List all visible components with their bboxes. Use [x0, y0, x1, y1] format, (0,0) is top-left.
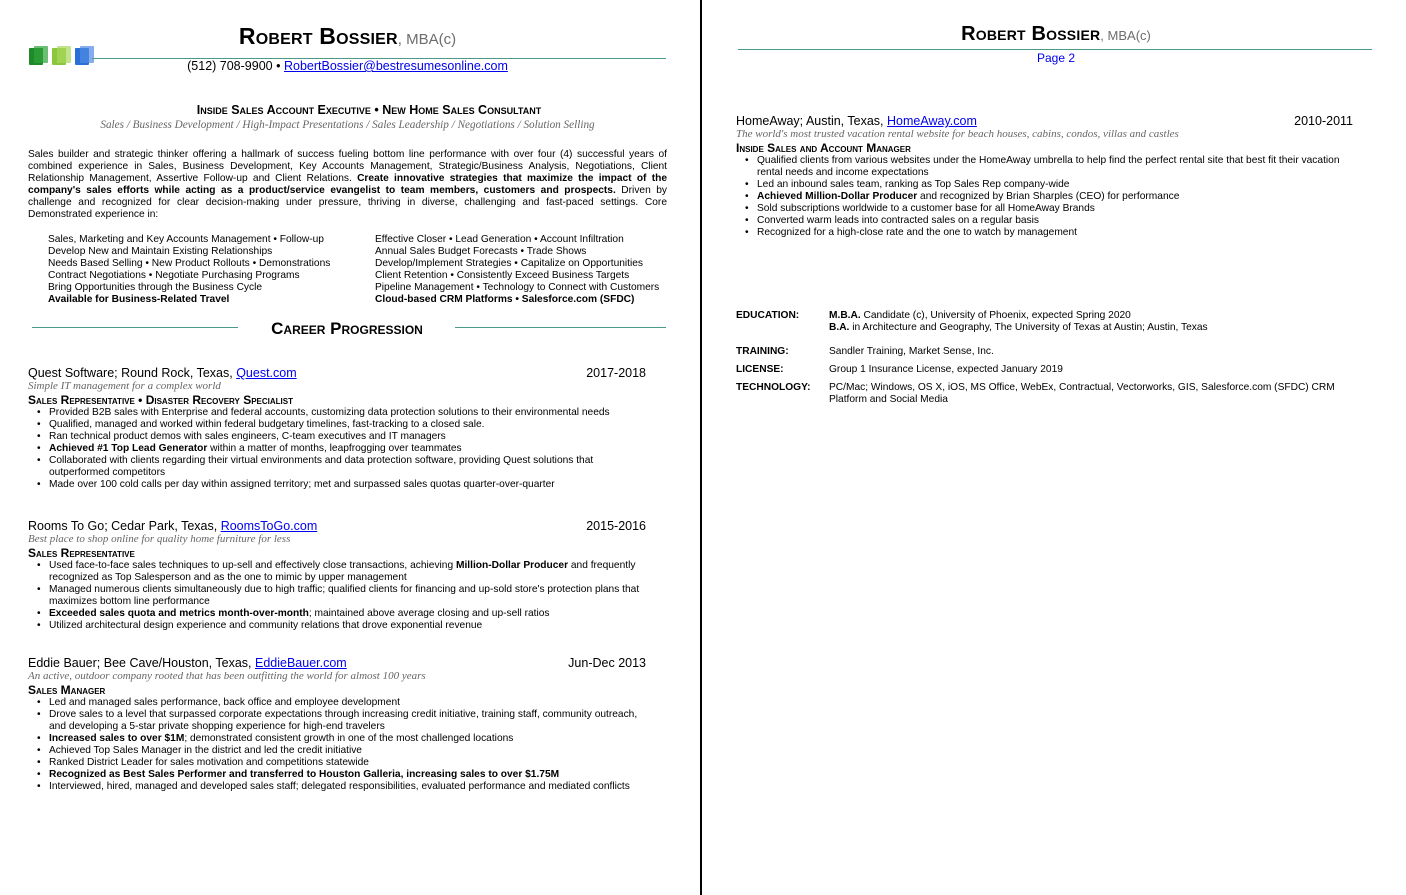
- degree-detail: Candidate (c), University of Phoenix, expected Spring 2020: [860, 310, 1131, 321]
- bullet-text: Used face-to-face sales techniques to up-sell and effectively close transactions, achieving: [49, 560, 456, 571]
- skills-right-column: [375, 234, 675, 306]
- job-rooms-to-go: [28, 519, 646, 632]
- bullet-text: Ranked District Leader for sales motivation and competitions statewide: [49, 757, 369, 768]
- job-homeaway: [736, 114, 1353, 239]
- company: [736, 114, 977, 128]
- bullet-bold: Increased sales to over $1M: [49, 733, 185, 744]
- bullet-item: [28, 584, 646, 608]
- section-rule-left: [32, 327, 238, 328]
- bullet-item: [28, 745, 646, 757]
- header-rule-page2: [738, 49, 1372, 50]
- job-title: Sales Representative: [28, 546, 135, 560]
- technology-label: TECHNOLOGY:: [736, 382, 811, 393]
- bullet-text: within a matter of months, leapfrogging over teammates: [207, 443, 462, 454]
- education-row: [736, 310, 1376, 346]
- company: [28, 366, 297, 380]
- company-tagline: Best place to shop online for quality home furniture for less: [28, 533, 291, 545]
- bullet-item: [28, 733, 646, 745]
- page-divider: [700, 0, 702, 895]
- company: [28, 519, 317, 533]
- company-tagline: An active, outdoor company rooted that has been outfitting the world for almost 100 years: [28, 670, 426, 682]
- bullet-text: Ran technical product demos with sales engineers, C-team executives and IT managers: [49, 431, 446, 442]
- job-bullets: [28, 697, 646, 793]
- bullet-text: Sold subscriptions worldwide to a customer base for all HomeAway Brands: [757, 203, 1095, 214]
- contact-line: (512) 708-9900 • RobertBossier@bestresumesonline.com: [187, 59, 508, 73]
- bullet-item: [28, 431, 646, 443]
- job-header: [28, 519, 646, 533]
- training-value: Sandler Training, Market Sense, Inc.: [829, 346, 994, 357]
- job-eddie-bauer: [28, 656, 646, 793]
- skill-item: Pipeline Management • Technology to Connect with Customers: [375, 282, 660, 293]
- technology-row: [736, 382, 1376, 408]
- education-item: [829, 310, 1208, 322]
- license-value: Group 1 Insurance License, expected January 2019: [829, 364, 1063, 375]
- job-title: Inside Sales and Account Manager: [736, 141, 911, 155]
- bullet-text: Qualified clients from various websites under the HomeAway umbrella to help find the perfect rental site that best fit their vacation rental needs and income expectations: [757, 155, 1340, 178]
- bullet-item: [28, 443, 646, 455]
- job-bullets: [736, 155, 1353, 239]
- skill-item: Contract Negotiations • Negotiate Purchasing Programs: [48, 270, 300, 281]
- career-heading: Career Progression: [271, 319, 423, 338]
- bullet-item: [28, 407, 646, 419]
- company-tagline: Simple IT management for a complex world: [28, 380, 221, 392]
- bullet-text: Drove sales to a level that surpassed corporate expectations through increasing credit initiative, training staff, community outreach, and developing a 5-star private shopping experience for high-end travelers: [49, 709, 638, 732]
- company-tagline: The world's most trusted vacation rental website for beach houses, cabins, condos, villas and castles: [736, 128, 1179, 140]
- degree-detail: in Architecture and Geography, The University of Texas at Austin; Austin, Texas: [849, 322, 1208, 333]
- bullet-item: [736, 227, 1353, 239]
- page-number: Page 2: [1036, 51, 1076, 65]
- bullet-item: [736, 215, 1353, 227]
- bullet-bold: Recognized as Best Sales Performer and transferred to Houston Galleria, increasing sales to over $1.75M: [49, 769, 560, 780]
- bullet-text: Utilized architectural design experience and community relations that drove exponential revenue: [49, 620, 483, 631]
- bullet-item: [28, 419, 646, 431]
- bullet-text: Qualified, managed and worked within federal budgetary timelines, fast-tracking to a closed sale.: [49, 419, 485, 430]
- specialties: Sales / Business Development / High-Impact Presentations / Sales Leadership / Negotiations / Solution Selling: [100, 119, 595, 131]
- skill-item: Effective Closer • Lead Generation • Account Infiltration: [375, 234, 624, 245]
- bullet-text: ; maintained above average closing and up-sell ratios: [308, 608, 550, 619]
- skill-item: Sales, Marketing and Key Accounts Management • Follow-up: [48, 234, 324, 245]
- education-label: EDUCATION:: [736, 310, 800, 321]
- education-list: [829, 310, 1208, 334]
- training-row: [736, 346, 1376, 364]
- bullet-text: ; demonstrated consistent growth in one of the most challenged locations: [184, 733, 514, 744]
- training-label: TRAINING:: [736, 346, 789, 357]
- bullet-text: Interviewed, hired, managed and developed sales staff; delegated responsibilities, evaluated performance and mediated conflicts: [49, 781, 630, 792]
- license-label: LICENSE:: [736, 364, 784, 375]
- job-header: [28, 656, 646, 670]
- bullet-item: [28, 697, 646, 709]
- bullet-text: Led and managed sales performance, back office and employee development: [49, 697, 400, 708]
- bullet-text: Made over 100 cold calls per day within assigned territory; met and surpassed sales quotas quarter-over-quarter: [49, 479, 555, 490]
- skill-item: Annual Sales Budget Forecasts • Trade Shows: [375, 246, 587, 257]
- bullet-text: Led an inbound sales team, ranking as Top Sales Rep company-wide: [757, 179, 1070, 190]
- skill-item: Develop New and Maintain Existing Relationships: [48, 246, 273, 257]
- job-dates: Jun-Dec 2013: [568, 656, 646, 670]
- bullet-text: Converted warm leads into contracted sales on a regular basis: [757, 215, 1040, 226]
- bullet-text: Provided B2B sales with Enterprise and federal accounts, customizing data protection solutions to their environmental needs: [49, 407, 610, 418]
- bullet-text: Recognized for a high-close rate and the one to watch by management: [757, 227, 1077, 238]
- bullet-item: [28, 757, 646, 769]
- skill-item: Needs Based Selling • New Product Rollouts • Demonstrations: [48, 258, 331, 269]
- bullet-bold: Achieved #1 Top Lead Generator: [49, 443, 208, 454]
- email-link[interactable]: RobertBossier@bestresumesonline.com: [283, 59, 508, 73]
- degree: B.A.: [829, 322, 850, 333]
- technology-value: PC/Mac; Windows, OS X, iOS, MS Office, WebEx, Contractual, Vectorworks, GIS, Salesforce.com (SFDC) CRM Platform and Social Media: [829, 382, 1335, 405]
- bullet-item: [28, 709, 646, 733]
- header-name-page2: Robert Bossier, MBA(c): [961, 23, 1151, 45]
- resume-page-1: [0, 0, 700, 895]
- job-header: [28, 366, 646, 380]
- summary-paragraph: Sales builder and strategic thinker offering a hallmark of success fueling bottom line performance with over four (4) successful years of combined experience in Sales, Business Development, Key Accounts Management, Strategic/Business Analysis, Negotiations, Client Relationship Management, Assertive Follow-up and Client Relations. Create innovative strategies that maximize the impact of the company's sales efforts while acting as a product/service evangelist to team members, customers and prospects. Driven by challenge and recognized for clear decision-making under pressure, thriving in diverse, challenging and fast-paced settings. Core Demonstrated experience in:: [28, 149, 668, 220]
- job-bullets: [28, 560, 646, 632]
- company-link[interactable]: HomeAway.com: [887, 114, 977, 128]
- company-link[interactable]: Quest.com: [236, 366, 297, 380]
- company-name: Eddie Bauer; Bee Cave/Houston, Texas,: [28, 656, 255, 670]
- skill-item: Develop/Implement Strategies • Capitalize on Opportunities: [375, 258, 644, 269]
- bullet-item: [28, 608, 646, 620]
- job-dates: 2015-2016: [586, 519, 646, 533]
- job-title: Sales Manager: [28, 683, 106, 697]
- header-name: Robert Bossier, MBA(c): [238, 23, 457, 49]
- credentials-section: [736, 310, 1376, 408]
- bullet-item: [28, 620, 646, 632]
- skills-grid: [48, 234, 675, 306]
- bullet-text: Achieved Top Sales Manager in the district and led the credit initiative: [49, 745, 362, 756]
- bullet-text: and frequently recognized as Top Salesperson and as the one to mimic by upper management: [49, 560, 636, 583]
- bullet-bold: Exceeded sales quota and metrics month-over-month: [49, 608, 309, 619]
- skill-item: Available for Business-Related Travel: [48, 294, 230, 305]
- bullet-item: [736, 155, 1353, 179]
- job-quest: [28, 366, 646, 491]
- bullet-item: [28, 781, 646, 793]
- bullet-item: [28, 560, 646, 584]
- resume-page-2: [703, 0, 1406, 895]
- bullet-bold: Million-Dollar Producer: [455, 560, 569, 571]
- skill-item: Client Retention • Consistently Exceed Business Targets: [375, 270, 630, 281]
- bullet-item: [28, 769, 646, 781]
- company-link[interactable]: EddieBauer.com: [255, 656, 347, 670]
- bullet-text: and recognized by Brian Sharples (CEO) for performance: [917, 191, 1180, 202]
- bullet-item: [28, 455, 646, 479]
- bullet-item: [736, 203, 1353, 215]
- license-row: [736, 364, 1376, 382]
- job-bullets: [28, 407, 646, 491]
- company-link[interactable]: RoomsToGo.com: [220, 519, 318, 533]
- bullet-bold: Achieved Million-Dollar Producer: [757, 191, 918, 202]
- bullet-item: [736, 191, 1353, 203]
- phone: (512) 708-9900: [187, 59, 273, 73]
- bullet-text: Managed numerous clients simultaneously due to high traffic; qualified clients for financing and up-sold store's protection plans that maximizes bottom line performance: [49, 584, 640, 607]
- skill-item: Bring Opportunities through the Business Cycle: [48, 282, 263, 293]
- company: [28, 656, 347, 670]
- bullet-text: Collaborated with clients regarding their virtual environments and data protection software, providing Quest solutions that outperformed competitors: [49, 455, 594, 478]
- headline: Inside Sales Account Executive • New Home Sales Consultant: [196, 103, 542, 117]
- degree: M.B.A.: [829, 310, 861, 321]
- section-rule-right: [455, 327, 666, 328]
- job-dates: 2010-2011: [1294, 114, 1353, 128]
- company-name: Quest Software; Round Rock, Texas,: [28, 366, 237, 380]
- company-name: HomeAway; Austin, Texas,: [736, 114, 888, 128]
- job-header: [736, 114, 1353, 128]
- bullet-item: [28, 479, 646, 491]
- job-dates: 2017-2018: [586, 366, 646, 380]
- job-title: Sales Representative • Disaster Recovery Specialist: [28, 393, 293, 407]
- education-item: [829, 322, 1208, 334]
- skill-item: Cloud-based CRM Platforms • Salesforce.com (SFDC): [375, 294, 635, 305]
- bullet-item: [736, 179, 1353, 191]
- skills-left-column: [48, 234, 375, 306]
- company-name: Rooms To Go; Cedar Park, Texas,: [28, 519, 221, 533]
